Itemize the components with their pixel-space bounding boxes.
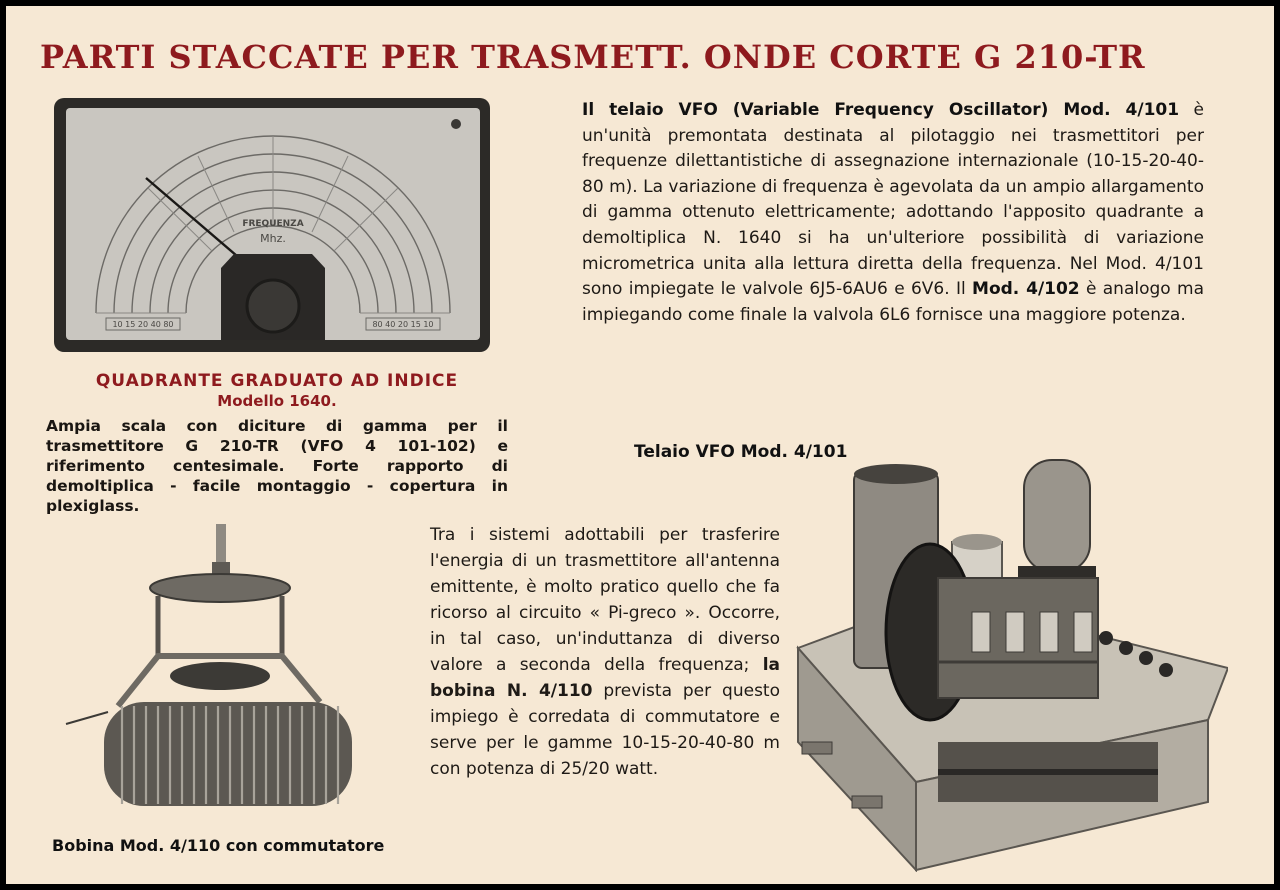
dial-unit: Mhz. [260,232,286,245]
vfo-model-102: Mod. 4/102 [972,279,1080,300]
vfo-paragraph [582,98,1204,328]
vfo-body: è un'unità premontata destinata al pilotaggio nei trasmettitori per frequenze dilettantistiche di assegnazione internazionale (10-15-20-40-80 m). La variazione di frequenza è agevolata da un ampio allargamento di gamma ottenuto elettricamente; adottando l'apposito quadrante a demoltiplica N. 1640 si ha un'ulteriore possibilità di variazione micrometrica unita alla lettura diretta della frequenza. Nel Mod. 4/101 sono impiegate le valvole 6J5-6AU6 e 6V6. Il [582,100,1204,300]
coil-model: la bobina N. 4/110 [430,655,780,701]
dial-scale-label: FREQUENZA [242,219,304,229]
dial-face [66,108,480,340]
vfo-chassis-photo [788,452,1228,872]
dial-caption-model: Modello 1640. [217,392,337,410]
dial-description: Ampia scala con diciture di gamma per il trasmettitore G 210-TR (VFO 4 101-102) e riferimento centesimale. Forte rapporto di demoltiplica - facile montaggio - copertura in plexiglass. [46,417,508,515]
page-title: PARTI STACCATE PER TRASMETT. ONDE CORTE G 210-TR [40,38,1146,76]
coil-paragraph [430,522,780,782]
dial-right-bands: 80 40 20 15 10 [372,320,434,329]
coil-photo [58,516,358,816]
dial-caption-title: QUADRANTE GRADUATO AD INDICE [95,371,459,391]
vfo-heading: Il telaio VFO (Variable Frequency Oscillator) Mod. 4/101 [582,100,1180,120]
vfo-photo-caption: Telaio VFO Mod. 4/101 [634,442,848,462]
dial-left-bands: 10 15 20 40 80 [112,320,174,329]
dial-photo [54,98,490,352]
catalog-page [6,6,1274,884]
coil-body-end: prevista per questo impiego è corredata di commutatore e serve per le gamme 10-15-20-40-80 m con potenza di 25/20 watt. [430,681,780,779]
coil-body: Tra i sistemi adottabili per trasferire l'energia di un trasmettitore all'antenna emittente, è molto pratico quello che fa ricorso al circuito « Pi-greco ». Occorre, in tal caso, un'induttanza di diverso valore a seconda della frequenza; [430,525,780,675]
dial-scale-graphic [66,108,480,340]
coil-photo-caption: Bobina Mod. 4/110 con commutatore [52,836,385,855]
vfo-body-end: è analogo ma impiegando come finale la valvola 6L6 fornisce una maggiore potenza. [582,279,1204,325]
